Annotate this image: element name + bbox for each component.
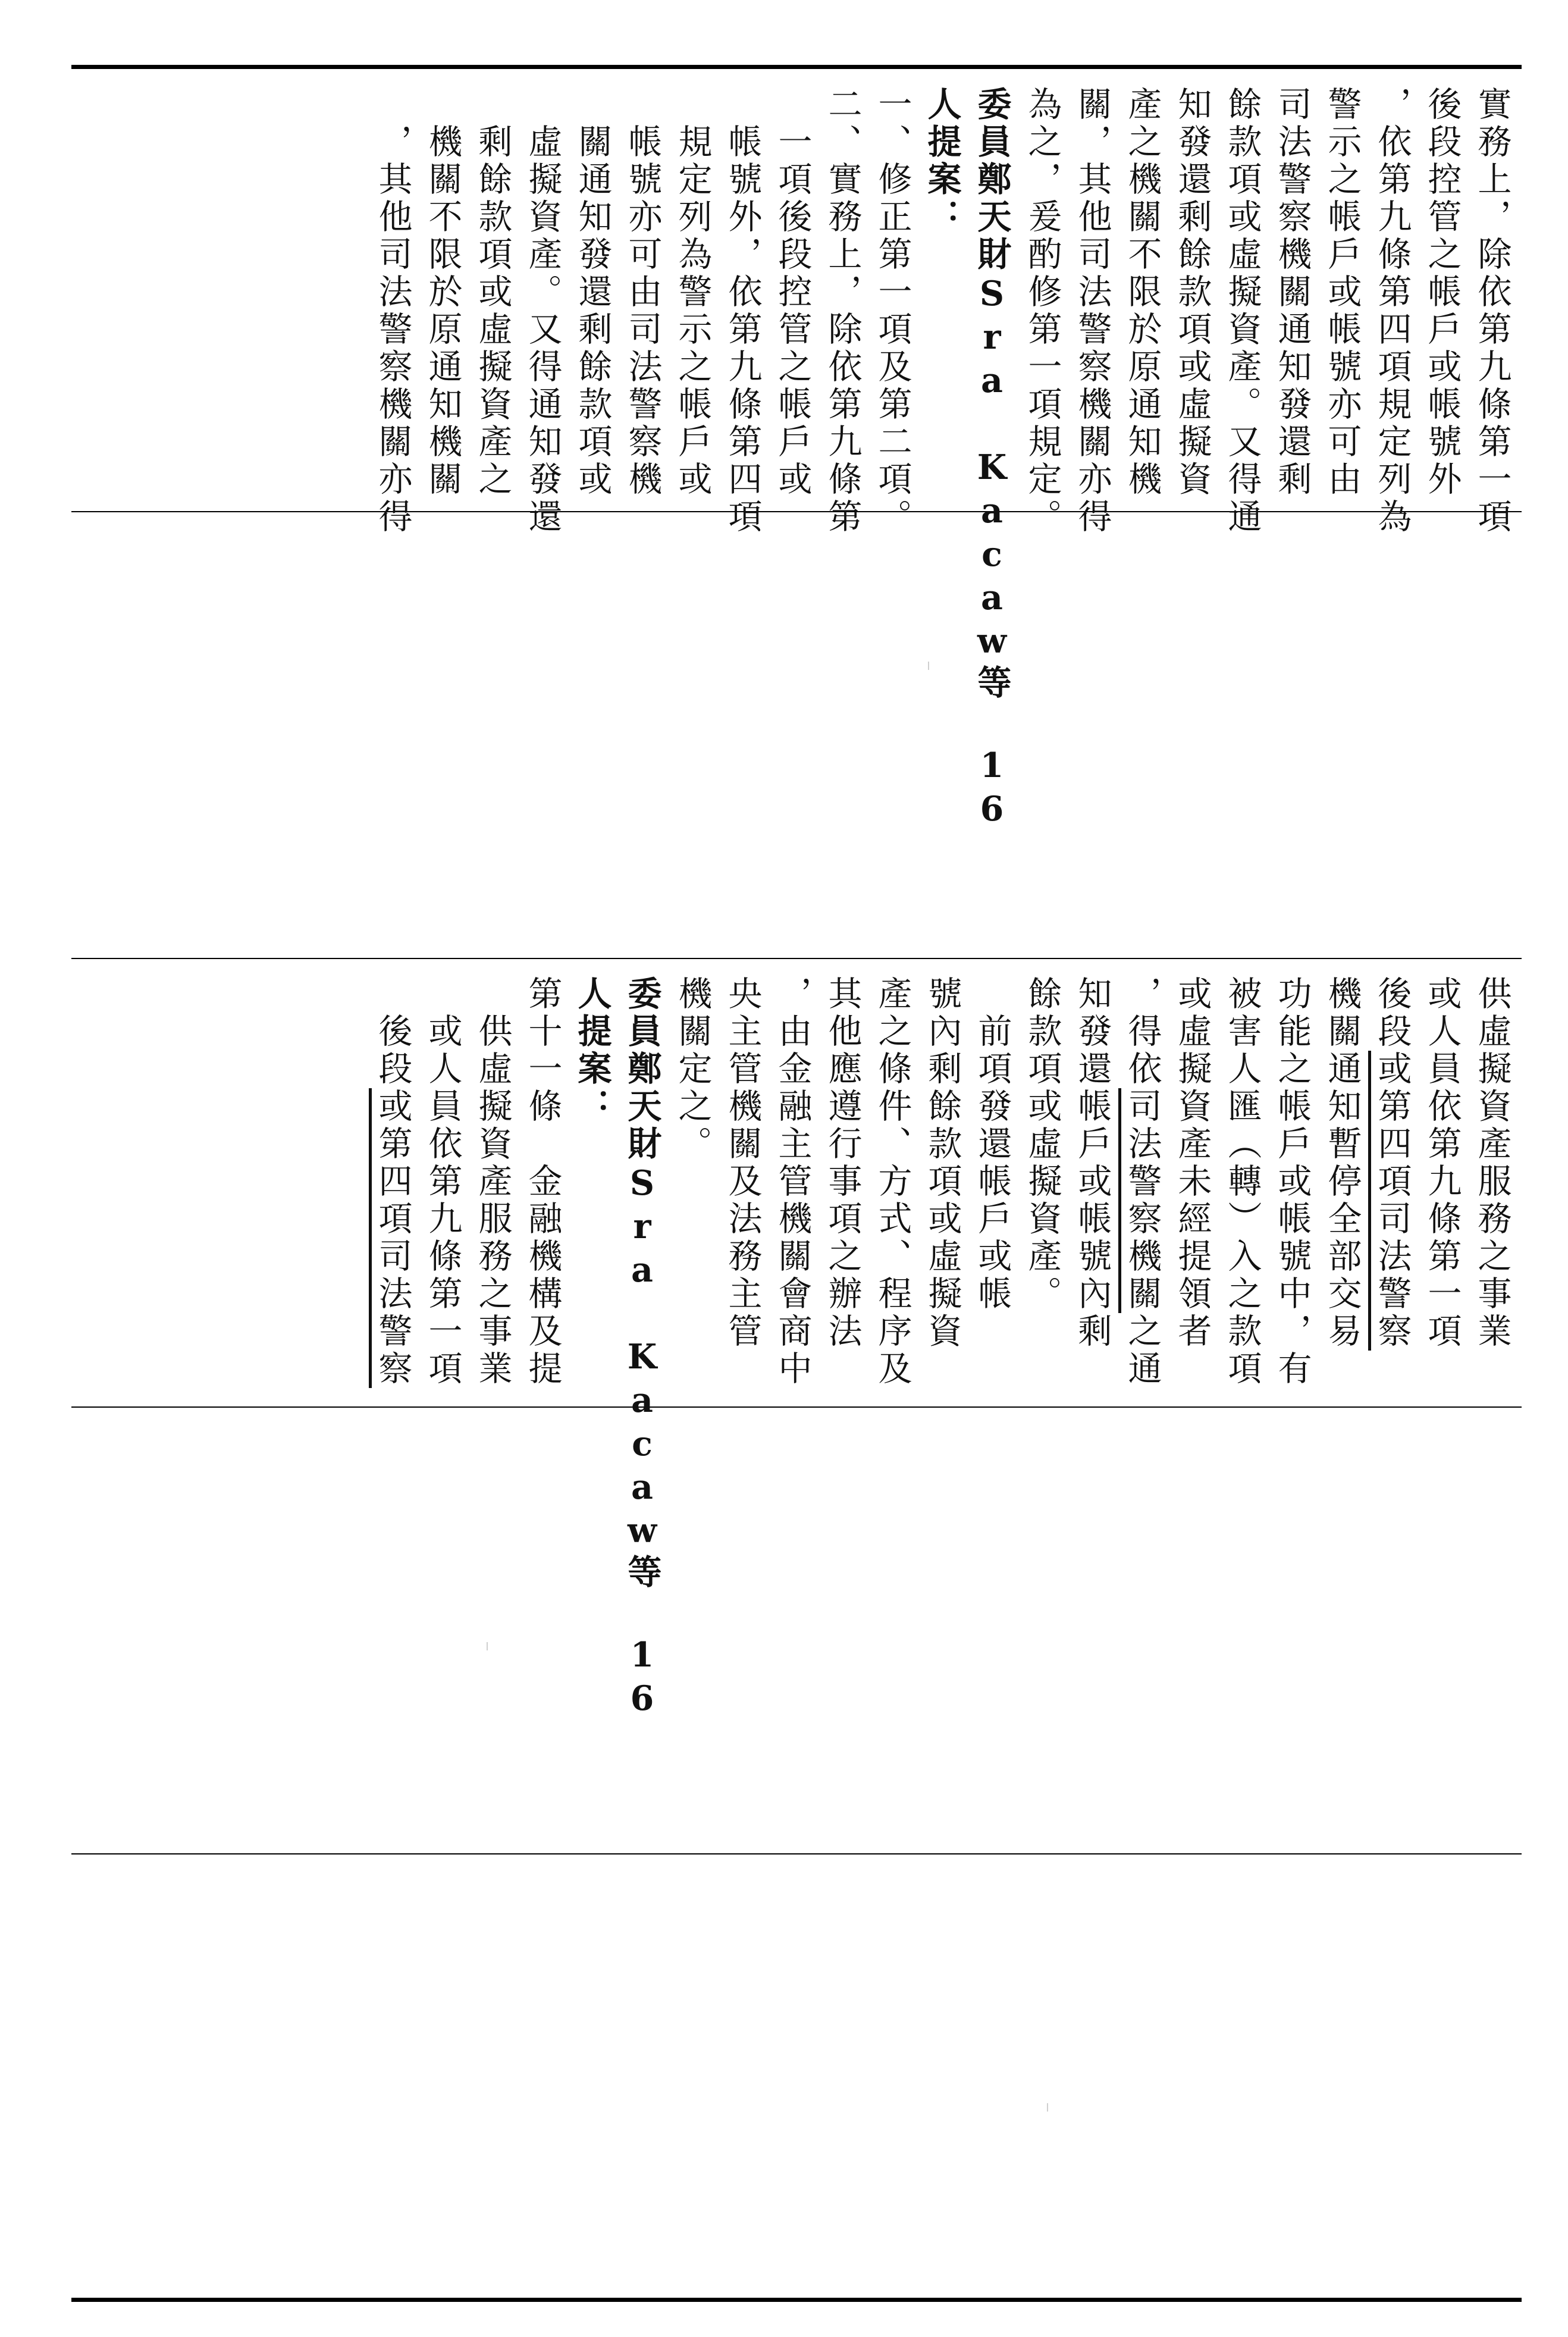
text-column: 帳號外，依第九條第四項 (723, 86, 762, 536)
text-column: 知發還帳戶或帳號內剩 (1072, 976, 1112, 1351)
bottom-border-rule (71, 2298, 1522, 2302)
text-column: 餘款項或虛擬資產。 (1023, 976, 1062, 1313)
text-column: 一、修正第一項及第二項。 (873, 86, 912, 536)
text-column: 供虛擬資產服務之事業 (473, 976, 512, 1388)
text-column: 知發還剩餘款項或虛擬資 (1172, 86, 1212, 499)
text-column: 警示之帳戶或帳號亦可由 (1322, 86, 1362, 499)
text-column: 被害人匯（轉）入之款項 (1222, 976, 1262, 1388)
section-divider-rule-2 (71, 958, 1522, 959)
text-column: 關，其他司法警察機關亦得 (1072, 86, 1112, 536)
text-column: 號內剩餘款項或虛擬資 (923, 976, 962, 1351)
text-column: 產之條件、方式、程序及 (873, 976, 912, 1388)
text-run: 後段 (373, 976, 412, 1088)
text-column: 供虛擬資產服務之事業 (1472, 976, 1511, 1351)
text-column: 或虛擬資產未經提領者 (1172, 976, 1212, 1351)
proposer-heading: 委員鄭天財Sra Kacaw等 16 (622, 976, 662, 1722)
underlined-amendment: 司法警察機關 (1122, 1088, 1162, 1313)
text-column: 關通知發還剩餘款項或 (573, 86, 612, 499)
scan-speck (487, 1642, 488, 1650)
underlined-amendment: 或第四項司法警察 (1372, 1051, 1412, 1351)
top-border-rule (71, 65, 1522, 69)
section-divider-rule-4 (71, 1853, 1522, 1854)
text-column: 餘款項或虛擬資產。又得通 (1222, 86, 1262, 536)
text-column: ，由金融主管機關會商中 (773, 976, 812, 1388)
text-column: 或人員依第九條第一項 (1422, 976, 1462, 1351)
text-run: ，得依 (1122, 976, 1162, 1088)
text-column: 其他應遵行事項之辦法 (823, 976, 862, 1351)
proposal-label: 人提案： (922, 86, 962, 236)
scan-speck (928, 662, 929, 670)
text-column: 帳號亦可由司法警察機 (623, 86, 662, 499)
section-divider-rule-3 (71, 1406, 1522, 1408)
text-column (373, 976, 412, 1388)
text-column: 機關通知暫停全部交易 (1322, 976, 1362, 1351)
text-column: 央主管機關及法務主管 (723, 976, 762, 1351)
text-column: 規定列為警示之帳戶或 (673, 86, 712, 499)
section-divider-rule-1 (71, 511, 1522, 512)
text-column (1372, 976, 1412, 1351)
text-column: 功能之帳戶或帳號中，有 (1272, 976, 1312, 1388)
text-column: 司法警察機關通知發還剩 (1272, 86, 1312, 499)
underlined-amendment: 或第四項司法警察 (373, 1088, 412, 1388)
text-column: 第十一條 金融機構及提 (523, 976, 562, 1388)
text-run: 後段 (1372, 976, 1412, 1051)
proposal-label: 人提案： (572, 976, 612, 1126)
text-column: 剩餘款項或虛擬資產之 (473, 86, 512, 499)
text-column: 前項發還帳戶或帳 (973, 976, 1012, 1313)
text-column: 機關不限於原通知機關 (423, 86, 462, 499)
scan-speck (1047, 2103, 1048, 2112)
text-column: 後段控管之帳戶或帳號外 (1422, 86, 1462, 499)
text-column: ，其他司法警察機關亦得 (373, 86, 412, 536)
text-column (1122, 976, 1162, 1388)
text-column: 實務上，除依第九條第一項 (1472, 86, 1511, 536)
text-column: 一項後段控管之帳戶或 (773, 86, 812, 499)
text-run: 之通 (1122, 1313, 1162, 1388)
text-column: 二、實務上，除依第九條第 (823, 86, 862, 536)
text-column: 機關定之。 (673, 976, 712, 1163)
text-column: 或人員依第九條第一項 (423, 976, 462, 1388)
proposer-heading: 委員鄭天財Sra Kacaw等 16 (972, 86, 1012, 832)
text-column: 產之機關不限於原通知機 (1122, 86, 1162, 499)
text-column: ，依第九條第四項規定列為 (1372, 86, 1412, 536)
text-column: 為之，爰酌修第一項規定。 (1023, 86, 1062, 536)
text-column: 虛擬資產。又得通知發還 (523, 86, 562, 536)
